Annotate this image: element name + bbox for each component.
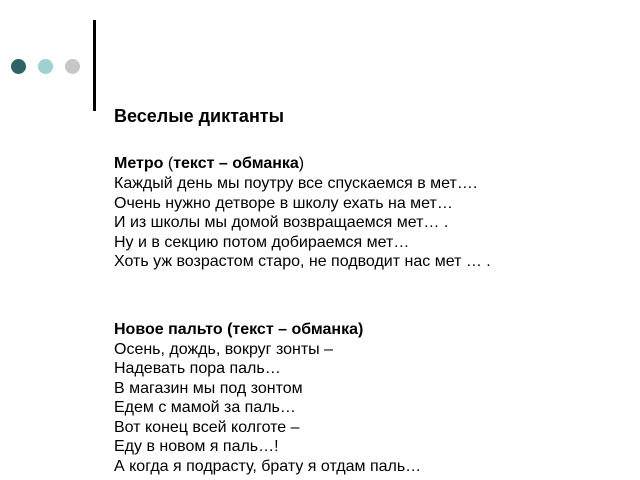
heading-paren-close: ) (298, 155, 305, 172)
poem-line: Осень, дождь, вокруг зонты – (114, 340, 334, 358)
poem-line: А когда я подрасту, брату я отдам паль… (114, 457, 422, 475)
bullet-dot-gray (65, 59, 80, 74)
vertical-divider (93, 20, 96, 111)
poem-line: Очень нужно детворе в школу ехать на мет… (114, 194, 453, 212)
poem-line: Каждый день мы поутру все спускаемся в мет…. (114, 175, 478, 192)
section-spacer (114, 272, 634, 320)
section-heading-coat (114, 320, 634, 340)
poem-line: Надевать пора паль… (114, 360, 281, 377)
poem-line: Еду в новом я паль…! (114, 438, 279, 455)
poem-line: Вот конец всей колготе – (114, 418, 300, 436)
heading-text: Новое пальто (текст – обманка) (114, 320, 364, 338)
slide-content (114, 104, 634, 476)
heading-word: Метро (114, 155, 164, 172)
section-heading-metro (114, 154, 634, 174)
bullet-dot-dark (11, 59, 26, 74)
slide-title: Веселые диктанты (114, 106, 284, 126)
poem-line: И из школы мы домой возвращаемся мет… . (114, 214, 449, 231)
heading-paren-open: ( (163, 155, 174, 172)
poem-line: Хоть уж возрастом старо, не подводит нас мет … . (114, 253, 491, 270)
bullet-dot-light (38, 59, 53, 74)
heading-subtitle: текст – обманка (173, 155, 299, 172)
poem-line: Едем с мамой за паль… (114, 399, 296, 416)
poem-line: В магазин мы под зонтом (114, 379, 303, 397)
poem-line: Ну и в секцию потом добираемся мет… (114, 233, 410, 251)
